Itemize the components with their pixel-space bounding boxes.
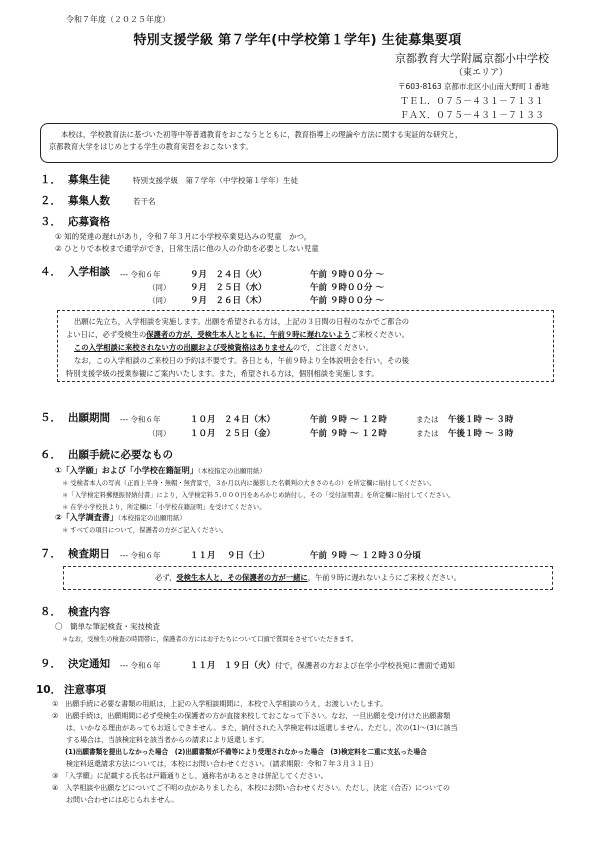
section-heading: ３． 応募資格 — [40, 216, 110, 228]
note-line: なお，この入学相談のご来校日の予約は不要です。各日とも，午前９時より全体説明会を行い，その後 — [74, 356, 410, 365]
list-item: ＊「入学検定料郵便振替納付書」により，入学検定料５,０００円をあらかじめ納付し，その「受付証明書」を所定欄に貼付してください。 — [62, 492, 455, 499]
notice-line: ③ 「入学願」に記載する氏名は戸籍通りとし，通称名があるときは併記してください。 — [52, 772, 328, 780]
section-heading: ５． 出願期間 — [40, 412, 110, 424]
schedule-row: --- 令和６年 １１月 ９日（土） 午前 ９時 ～ １２時３０分頃 — [120, 551, 421, 561]
notice-line: ① 出願手続に必要な書類の用紙は，上記の入学相談期間に，本校で入学相談のうえ，お渡しいたします。 — [52, 700, 388, 708]
list-item: ＊ 受検者本人の写真（正面上半身・無帽・無背景で，３か月以内に撮影した名刺判の大きさのもの）を所定欄に貼付してください。 — [62, 480, 436, 487]
section-note: ＊なお，受検生の検査の時間帯に，保護者の方にはお子たちについて口頭で質問をさせていただきます。 — [62, 636, 358, 643]
section-heading: 10． 注意事項 — [36, 684, 106, 696]
section-heading: ９． 決定通知 — [40, 658, 110, 670]
document-1: ①「入学願」および「小学校在籍証明」（本校指定の出願用紙） — [55, 466, 267, 475]
fiscal-year: 令和７年度（２０２５年度） — [66, 15, 170, 24]
notice-line: ② 出願手続は，出願期間に必ず受検生の保護者の方が直接来校しておこなって下さい。なお，一旦出願を受け付けた出願書類 — [52, 712, 451, 720]
school-tel: ＴＥＬ．０７５－４３１－７１３１ — [400, 97, 545, 107]
intro-line: 本校は，学校教育法に基づいた初等中等普通教育をおこなうとともに，教育指導上の理論や方法に関する実証的な研究と， — [61, 130, 463, 139]
section-heading: ４． 入学相談 — [40, 266, 110, 278]
schedule-row: --- 令和６年 １０月 ２４日（木） 午前 ９時 ～ １２時 または 午後１時 ～ ３時 — [120, 415, 514, 425]
section-heading: ７． 検査期日 — [40, 548, 110, 560]
exam-note: 必ず，受検生本人と，その保護者の方が一緒に，午前９時に遅れないようにご来校ください。 — [63, 566, 553, 590]
note-line: 特別支援学級の授業参観にご案内いたします。また，希望される方は，個別相談を実施します。 — [66, 369, 379, 378]
school-fax: ＦＡＸ．０７５－４３１－７１３３ — [400, 111, 545, 121]
list-item: ② ひとりで本校まで通学ができ，日常生活に他の人の介助を必要としない児童 — [55, 244, 319, 253]
page-title: 特別支援学級 第７学年(中学校第１学年) 生徒募集要項 — [133, 33, 462, 48]
section-heading: ６． 出願手続に必要なもの — [40, 449, 173, 461]
note-line: 出願に先立ち，入学相談を実施します。出願を希望される方は，上記の３日間の日程のなかでご都合の — [74, 317, 410, 326]
note-line: よい日に，必ず受検生の保護者の方が，受検生本人とともに，午前９時に遅れないようご来校ください。 — [66, 330, 409, 339]
notice-line: は，いかなる理由があってもお返しできません。また，納付された入学検定料は返還しません。ただし，次の(1)～(3)に該当 — [52, 724, 458, 732]
schedule-row: （同） ９月 ２５日（水） 午前 ９時００分 ～ — [148, 283, 384, 293]
notice-line: ④ 入学相談や出願などについてご不明の点がありましたら，本校にお問い合わせください。ただし，決定（合否）についての — [52, 784, 450, 792]
list-item: 〇 簡単な筆記検査・実技検査 — [55, 622, 160, 631]
school-address: 〒603-8163 京都市北区小山南大野町１番地 — [398, 82, 549, 91]
section-heading: ８． 検査内容 — [40, 606, 110, 618]
schedule-row: （同） １０月 ２５日（金） 午前 ９時 ～ １２時 または 午後１時 ～ ３時 — [148, 429, 514, 439]
intro-box — [40, 123, 558, 163]
section-heading: ２． 募集人数 — [40, 195, 110, 207]
note-line: この入学相談に来校されない方の出願および受検資格はありませんので，ご注意ください。 — [74, 343, 374, 352]
list-item: ＊ すべての項目について，保護者の方がご記入ください。 — [62, 527, 228, 534]
school-name: 京都教育大学附属京都小中学校 — [395, 52, 549, 65]
document-2: ②「入学調査書」（本校指定の出願用紙） — [55, 513, 187, 522]
notice-line: する場合は，当該検定料を該当者からの請求により返還します。 — [52, 736, 269, 744]
notice-line: (1)出願書類を提出しなかった場合 (2)出願書類が不備等により受理されなかった場合 (3)検定料を二重に支払った場合 — [52, 748, 427, 756]
section-text: 特別支援学級 第７学年（中学校第１学年）生徒 — [133, 176, 298, 185]
schedule-row: --- 令和６年 ９月 ２４日（火） 午前 ９時００分 ～ — [120, 270, 384, 280]
list-item: ① 知的発達の遅れがあり，令和７年３月に小学校卒業見込みの児童 かつ， — [55, 232, 312, 241]
section-text: 若干名 — [133, 197, 156, 206]
school-area: （東エリア） — [453, 68, 508, 78]
list-item: ＊ 在学小学校長より，所定欄に「小学校在籍証明」を受けてください。 — [62, 504, 266, 511]
intro-line: 京都教育大学をはじめとする学生の教育実習をおこないます。 — [49, 142, 253, 151]
schedule-row: --- 令和６年 １１月 １９日（火）付で，保護者の方および在学小学校長宛に書面で通知 — [120, 661, 455, 671]
notice-line: 検定料返還請求方法については，本校にお問い合わせください。（請求期限：令和７年３月３１日） — [52, 760, 378, 768]
schedule-row: （同） ９月 ２６日（木） 午前 ９時００分 ～ — [148, 296, 384, 306]
section-heading: １． 募集生徒 — [40, 174, 110, 186]
notice-line: お問い合わせには応じられません。 — [52, 796, 179, 804]
consultation-note — [57, 310, 554, 382]
